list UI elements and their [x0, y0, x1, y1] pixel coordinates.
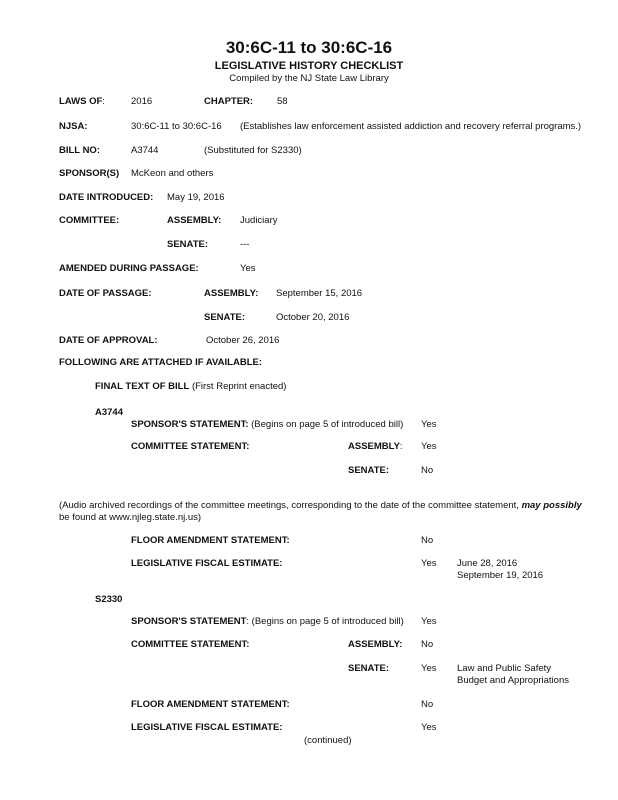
chapter-value: 58 — [277, 96, 288, 107]
s2330-floor-value: No — [421, 699, 434, 710]
date-of-passage-label: DATE OF PASSAGE: — [59, 288, 152, 299]
page-title: 30:6C-11 to 30:6C-16 — [225, 38, 393, 57]
sponsors-label: SPONSOR(S) — [59, 168, 120, 179]
committee-senate-value: --- — [240, 239, 250, 250]
a3744-sponsor-statement: SPONSOR'S STATEMENT: (Begins on page 5 of introduced bill) — [131, 419, 404, 430]
date-introduced-label: DATE INTRODUCED: — [59, 192, 154, 203]
a3744-committee-label: COMMITTEE STATEMENT: — [131, 441, 250, 452]
s2330-senate-committee: Law and Public Safety — [457, 663, 552, 674]
s2330-committee-label: COMMITTEE STATEMENT: — [131, 639, 250, 650]
laws-of-label: LAWS OF: — [59, 96, 105, 107]
s2330-sponsor-statement: SPONSOR'S STATEMENT: (Begins on page 5 of introduced bill) — [131, 616, 404, 627]
chapter-label: CHAPTER: — [204, 96, 254, 107]
passage-senate-label: SENATE: — [204, 312, 245, 323]
s2330-senate-committee: Budget and Appropriations — [457, 675, 569, 686]
amended-value: Yes — [240, 263, 256, 274]
njsa-description: (Establishes law enforcement assisted addiction and recovery referral programs.) — [240, 121, 582, 132]
s2330-assembly-value: No — [421, 639, 434, 650]
laws-of-year: 2016 — [131, 96, 153, 107]
audio-note-line2: be found at www.njleg.state.nj.us) — [59, 512, 202, 523]
a3744-senate-value: No — [421, 465, 434, 476]
page-subtitle: LEGISLATIVE HISTORY CHECKLIST — [214, 60, 404, 72]
a3744-fiscal-date: June 28, 2016 — [457, 558, 518, 569]
committee-senate-label: SENATE: — [167, 239, 208, 250]
compiled-by: Compiled by the NJ State Law Library — [229, 73, 389, 84]
a3744-floor-label: FLOOR AMENDMENT STATEMENT: — [131, 535, 290, 546]
date-introduced-value: May 19, 2016 — [167, 192, 225, 203]
s2330-fiscal-value: Yes — [421, 722, 437, 733]
njsa-value: 30:6C-11 to 30:6C-16 — [131, 121, 222, 132]
bill-no-label: BILL NO: — [59, 145, 100, 156]
s2330-sponsor-value: Yes — [421, 616, 437, 627]
passage-assembly-value: September 15, 2016 — [276, 288, 363, 299]
njsa-label: NJSA: — [59, 121, 88, 132]
committee-assembly-label: ASSEMBLY: — [167, 215, 222, 226]
s2330-senate-label: SENATE: — [348, 663, 389, 674]
committee-assembly-value: Judiciary — [240, 215, 278, 226]
final-text: FINAL TEXT OF BILL (First Reprint enacted) — [95, 381, 287, 392]
sponsors-value: McKeon and others — [131, 168, 214, 179]
a3744-assembly-value: Yes — [421, 441, 437, 452]
a3744-sponsor-value: Yes — [421, 419, 437, 430]
a3744-fiscal-label: LEGISLATIVE FISCAL ESTIMATE: — [131, 558, 283, 569]
date-of-approval-value: October 26, 2016 — [206, 335, 280, 346]
following-heading: FOLLOWING ARE ATTACHED IF AVAILABLE: — [59, 357, 262, 368]
s2330-floor-label: FLOOR AMENDMENT STATEMENT: — [131, 699, 290, 710]
passage-assembly-label: ASSEMBLY: — [204, 288, 259, 299]
committee-label: COMMITTEE: — [59, 215, 120, 226]
s2330-assembly-label: ASSEMBLY: — [348, 639, 403, 650]
date-of-approval-label: DATE OF APPROVAL: — [59, 335, 158, 346]
a3744-assembly-label: ASSEMBLY: — [348, 441, 403, 452]
a3744-senate-label: SENATE: — [348, 465, 389, 476]
a3744-fiscal-date: September 19, 2016 — [457, 570, 544, 581]
a3744-heading: A3744 — [95, 407, 123, 418]
s2330-fiscal-label: LEGISLATIVE FISCAL ESTIMATE: — [131, 722, 283, 733]
amended-label: AMENDED DURING PASSAGE: — [59, 263, 199, 274]
s2330-senate-value: Yes — [421, 663, 437, 674]
s2330-heading: S2330 — [95, 594, 123, 605]
continued-note: (continued) — [304, 735, 352, 746]
bill-no-note: (Substituted for S2330) — [204, 145, 302, 156]
a3744-fiscal-value: Yes — [421, 558, 437, 569]
a3744-floor-value: No — [421, 535, 434, 546]
passage-senate-value: October 20, 2016 — [276, 312, 350, 323]
audio-note-line1: (Audio archived recordings of the committee meetings, corresponding to the date of the committee statement, may possibly — [59, 500, 582, 511]
bill-no-value: A3744 — [131, 145, 159, 156]
